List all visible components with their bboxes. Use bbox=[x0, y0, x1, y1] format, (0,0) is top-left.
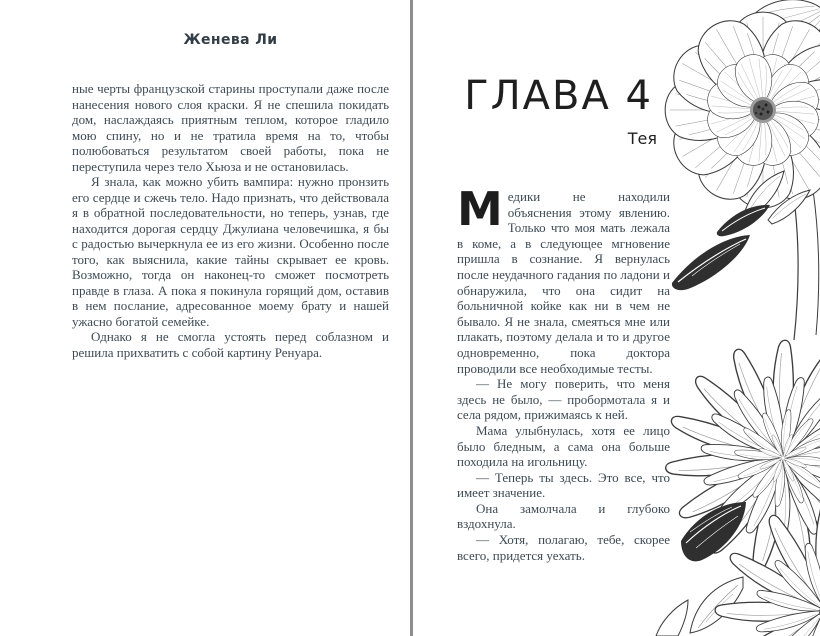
right-page bbox=[457, 0, 670, 563]
page-divider bbox=[410, 0, 413, 636]
paragraph: Однако я не смогла устоять перед соблазном и решила прихватить с собой картину Ренуара. bbox=[72, 329, 389, 360]
left-page-text bbox=[72, 81, 389, 360]
paragraph: — Хотя, полагаю, тебе, скорее всего, придется уехать. bbox=[457, 532, 670, 563]
right-page-text bbox=[457, 182, 670, 563]
chapter-subtitle: Тея bbox=[627, 129, 657, 148]
floral-illustration bbox=[648, 0, 820, 636]
drop-cap: М bbox=[457, 182, 503, 236]
paragraph bbox=[457, 182, 670, 376]
paragraph: Мама улыбнулась, хотя ее лицо было бледным, а сама она больше походила на игольницу. bbox=[457, 422, 670, 470]
paragraph: — Не могу поверить, что меня здесь не было, — пробормотала я и села рядом, прижимаясь к ней. bbox=[457, 376, 670, 423]
paragraph: Она замолчала и глубоко вздохнула. bbox=[457, 500, 670, 532]
paragraph: Я знала, как можно убить вампира: нужно пронзить его сердце и сжечь тело. Надо признать, что действовала я в обратной последовательности, но теперь, узнав, где находится дорогая сердцу Джулиана человечишка, я бы с радостью вычеркнула ее из его жизни. Особенно после того, как выяснила, какие тайны скрывает ее кровь. Возможно, тогда он наконец-то сможет посмотреть правде в глаза. А пока я покинула горящий дом, оставив в нем послание, адресованное моему брату и нашей ужасно богатой семейке. bbox=[72, 174, 389, 329]
running-header: Женева Ли bbox=[183, 32, 278, 48]
paragraph: ные черты французской старины проступали даже после нанесения нового слоя краски. Я не спешила покидать дом, наслаждаясь приятным теплом, которое гладило мою спину, но и не тратила время на то, чтобы полюбоваться результатом своей работы, пока не переступила через тело Хьюза и не остановилась. bbox=[72, 81, 389, 174]
chapter-title: ГЛАВА 4 bbox=[464, 73, 653, 119]
left-page bbox=[72, 0, 389, 360]
paragraph-text: едики не находили объяснения этому явлению. Только что моя мать лежала в коме, а в следующее мгновение пришла в сознание. Я вернулась после неудачного гадания по ладони и обнаружила, что она сидит на больничной койке как ни в чем не бывало. Я не знала, смеяться мне или плакать, поэтому делала и то и другое одновременно, пока доктора проводили все необходимые тесты. bbox=[457, 189, 670, 376]
paragraph: — Теперь ты здесь. Это все, что имеет значение. bbox=[457, 469, 670, 501]
